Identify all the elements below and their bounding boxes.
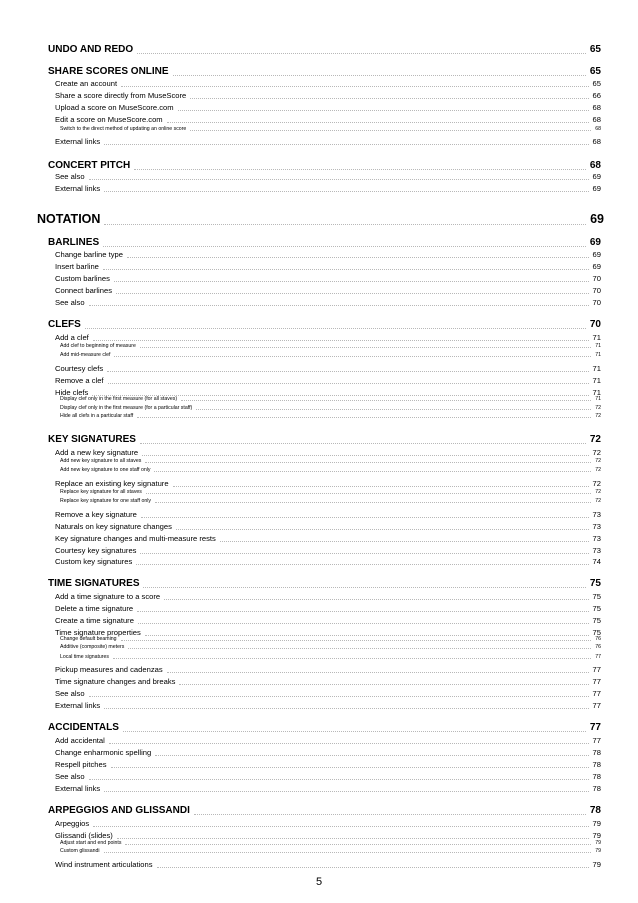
toc-title: Change barline type	[55, 250, 123, 259]
toc-page-number: 69	[590, 212, 604, 226]
toc-title: UNDO AND REDO	[48, 44, 134, 55]
toc-title: Delete a time signature	[55, 604, 134, 613]
toc-title: Create a time signature	[55, 616, 134, 625]
toc-title: Change default beaming	[60, 636, 117, 642]
toc-title: ARPEGGIOS AND GLISSANDI	[48, 805, 190, 816]
toc-title: Local time signatures	[60, 654, 110, 660]
toc-entry[interactable]	[55, 773, 601, 781]
toc-title: Hide clefs	[55, 388, 89, 397]
dot-leader	[196, 409, 591, 410]
toc-entry[interactable]	[55, 480, 601, 488]
toc-title: Hide all clefs in a particular staff	[60, 413, 134, 419]
toc-page-number: 77	[592, 736, 601, 745]
toc-entry[interactable]	[55, 737, 601, 745]
toc-page-number: 71	[592, 333, 601, 342]
toc-entry[interactable]	[55, 449, 601, 457]
dot-leader	[93, 826, 588, 827]
toc-page-number: 78	[592, 760, 601, 769]
toc-title: Additive (composite) meters	[60, 644, 125, 650]
toc-entry[interactable]	[55, 523, 601, 531]
toc-entry[interactable]	[55, 749, 601, 757]
toc-page-number: 78	[589, 805, 601, 816]
toc-subentry[interactable]	[60, 655, 601, 660]
toc-title: Pickup measures and cadenzas	[55, 665, 163, 674]
toc-page-number: 65	[592, 79, 601, 88]
toc-title: Connect barlines	[55, 286, 112, 295]
dot-leader	[134, 169, 586, 170]
toc-title: Add a new key signature	[55, 448, 139, 457]
dot-leader	[121, 86, 588, 87]
toc-title: Remove a clef	[55, 376, 104, 385]
toc-page-number: 79	[595, 848, 601, 854]
dot-leader	[117, 838, 589, 839]
toc-title: Add a clef	[55, 333, 89, 342]
toc-page-number: 76	[595, 636, 601, 642]
toc-entry[interactable]	[55, 593, 601, 601]
dot-leader	[104, 852, 592, 853]
toc-title: Replace key signature for all staves	[60, 489, 142, 495]
toc-entry[interactable]	[55, 629, 601, 637]
toc-title: Custom glissandi	[60, 848, 100, 854]
toc-entry[interactable]	[55, 861, 601, 869]
toc-page-number: 77	[589, 722, 601, 733]
toc-title: Wind instrument articulations	[55, 860, 153, 869]
dot-leader	[176, 529, 589, 530]
toc-page-number: 72	[595, 405, 601, 411]
toc-page-number: 72	[592, 448, 601, 457]
toc-title: Add new key signature to one staff only	[60, 467, 151, 473]
dot-leader	[155, 755, 588, 756]
dot-leader	[108, 383, 589, 384]
toc-title: KEY SIGNATURES	[48, 434, 136, 445]
toc-entry[interactable]	[55, 547, 601, 555]
toc-title: Custom barlines	[55, 274, 110, 283]
toc-title: Arpeggios	[55, 819, 90, 828]
toc-section[interactable]	[48, 238, 601, 248]
toc-entry[interactable]	[55, 377, 601, 385]
toc-title: Key signature changes and multi-measure rests	[55, 534, 216, 543]
toc-subentry[interactable]	[60, 499, 601, 504]
toc-page-number: 74	[592, 557, 601, 566]
toc-page-number: 71	[592, 388, 601, 397]
toc-title: Courtesy key signatures	[55, 546, 137, 555]
toc-section[interactable]	[48, 806, 601, 816]
dot-leader	[114, 281, 589, 282]
dot-leader	[104, 224, 586, 225]
toc-title: See also	[55, 298, 85, 307]
toc-entry[interactable]	[55, 820, 601, 828]
toc-entry[interactable]	[55, 138, 601, 146]
toc-entry[interactable]	[55, 558, 601, 566]
dot-leader	[103, 269, 589, 270]
toc-page-number: 68	[595, 126, 601, 132]
toc-page-number: 77	[592, 689, 601, 698]
dot-leader	[137, 611, 588, 612]
toc-title: External links	[55, 184, 101, 193]
toc-title: NOTATION	[37, 212, 101, 226]
toc-title: See also	[55, 772, 85, 781]
dot-leader	[104, 191, 588, 192]
dot-leader	[137, 53, 586, 54]
toc-page-number: 68	[592, 103, 601, 112]
dot-leader	[127, 257, 589, 258]
toc-subentry[interactable]	[60, 468, 601, 473]
dot-leader	[125, 844, 591, 845]
toc-subentry[interactable]	[60, 849, 601, 854]
dot-leader	[190, 130, 591, 131]
toc-entry[interactable]	[55, 299, 601, 307]
dot-leader	[146, 493, 591, 494]
dot-leader	[104, 144, 588, 145]
toc-page-number: 71	[592, 376, 601, 385]
dot-leader	[179, 684, 588, 685]
toc-title: Add accidental	[55, 736, 105, 745]
dot-leader	[89, 779, 589, 780]
dot-leader	[145, 462, 591, 463]
toc-page-number: 75	[592, 592, 601, 601]
page-number: 5	[315, 876, 323, 888]
toc-section[interactable]	[48, 723, 601, 733]
dot-leader	[173, 75, 586, 76]
dot-leader	[167, 672, 589, 673]
toc-section[interactable]	[48, 161, 601, 171]
toc-page-number: 68	[592, 137, 601, 146]
toc-subentry[interactable]	[60, 406, 601, 411]
dot-leader	[107, 371, 588, 372]
toc-subentry[interactable]	[60, 353, 601, 358]
toc-entry[interactable]	[55, 832, 601, 840]
toc-page-number: 65	[589, 66, 601, 77]
toc-title: External links	[55, 137, 101, 146]
toc-title: CONCERT PITCH	[48, 160, 131, 171]
toc-section[interactable]	[48, 45, 601, 55]
toc-subentry[interactable]	[60, 637, 601, 642]
dot-leader	[140, 443, 586, 444]
toc-section[interactable]	[48, 320, 601, 330]
toc-page-number: 70	[592, 286, 601, 295]
toc-title: Display clef only in the first measure (for a particular staff)	[60, 405, 193, 411]
toc-title: Remove a key signature	[55, 510, 137, 519]
toc-page-number: 70	[592, 298, 601, 307]
toc-title: Upload a score on MuseScore.com	[55, 103, 174, 112]
dot-leader	[164, 599, 588, 600]
toc-title: See also	[55, 172, 85, 181]
dot-leader	[178, 110, 589, 111]
toc-page-number: 75	[592, 628, 601, 637]
toc-title: Insert barline	[55, 262, 99, 271]
toc-page-number: 72	[595, 458, 601, 464]
toc-page-number: 69	[592, 172, 601, 181]
toc-page-number: 72	[595, 489, 601, 495]
toc-title: Change enharmonic spelling	[55, 748, 152, 757]
toc-page-number: 73	[592, 546, 601, 555]
toc-title: Replace an existing key signature	[55, 479, 169, 488]
toc-page-number: 73	[592, 522, 601, 531]
toc-entry[interactable]	[55, 785, 601, 793]
toc-page-number: 71	[592, 364, 601, 373]
dot-leader	[128, 648, 591, 649]
toc-entry[interactable]	[55, 334, 601, 342]
dot-leader	[181, 400, 591, 401]
dot-leader	[220, 541, 589, 542]
toc-page-number: 78	[592, 772, 601, 781]
toc-entry[interactable]	[55, 761, 601, 769]
toc-title: Time signature changes and breaks	[55, 677, 176, 686]
dot-leader	[89, 179, 589, 180]
toc-title: SHARE SCORES ONLINE	[48, 66, 169, 77]
dot-leader	[155, 502, 591, 503]
toc-section[interactable]	[48, 67, 601, 77]
toc-page-number: 71	[595, 396, 601, 402]
toc-title: External links	[55, 701, 101, 710]
toc-page-number: 71	[595, 352, 601, 358]
dot-leader	[190, 98, 588, 99]
dot-leader	[123, 731, 586, 732]
toc-entry[interactable]	[55, 275, 601, 283]
toc-page-number: 72	[595, 413, 601, 419]
toc-subentry[interactable]	[60, 344, 601, 349]
toc-page-number: 73	[592, 510, 601, 519]
toc-page-number: 72	[592, 479, 601, 488]
toc-title: Add new key signature to all staves	[60, 458, 142, 464]
toc-page-number: 70	[589, 319, 601, 330]
toc-page-number: 77	[592, 677, 601, 686]
toc-page-number: 75	[592, 604, 601, 613]
toc-title: ACCIDENTALS	[48, 722, 119, 733]
toc-page-number: 71	[595, 343, 601, 349]
toc-page-number: 72	[595, 467, 601, 473]
toc-entry[interactable]	[55, 104, 601, 112]
dot-leader	[89, 305, 589, 306]
toc-title: Time signature properties	[55, 628, 141, 637]
toc-entry[interactable]	[55, 690, 601, 698]
dot-leader	[157, 867, 589, 868]
toc-page-number: 77	[592, 701, 601, 710]
toc-page-number: 78	[592, 748, 601, 757]
toc-title: Display clef only in the first measure (for all staves)	[60, 396, 178, 402]
toc-page-number: 75	[589, 578, 601, 589]
dot-leader	[85, 328, 586, 329]
toc-title: Create an account	[55, 79, 118, 88]
toc-title: See also	[55, 689, 85, 698]
toc-page-number: 72	[595, 498, 601, 504]
dot-leader	[154, 471, 591, 472]
toc-page-number: 68	[589, 160, 601, 171]
toc-entry[interactable]	[55, 263, 601, 271]
dot-leader	[113, 658, 591, 659]
toc-entry[interactable]	[55, 173, 601, 181]
toc-page-number: 65	[589, 44, 601, 55]
toc-title: Add clef to beginning of measure	[60, 343, 136, 349]
dot-leader	[194, 814, 586, 815]
dot-leader	[121, 640, 592, 641]
toc-section[interactable]	[48, 435, 601, 445]
toc-title: Add a time signature to a score	[55, 592, 161, 601]
toc-title: Glissandi (slides)	[55, 831, 113, 840]
toc-chapter[interactable]	[37, 213, 604, 226]
dot-leader	[173, 486, 589, 487]
toc-entry[interactable]	[55, 605, 601, 613]
toc-page-number: 79	[595, 840, 601, 846]
toc-subentry[interactable]	[60, 490, 601, 495]
toc-entry[interactable]	[55, 251, 601, 259]
toc-entry[interactable]	[55, 678, 601, 686]
dot-leader	[93, 340, 589, 341]
dot-leader	[143, 587, 585, 588]
toc-title: BARLINES	[48, 237, 100, 248]
dot-leader	[145, 635, 589, 636]
toc-page-number: 76	[595, 644, 601, 650]
toc-entry[interactable]	[55, 365, 601, 373]
toc-title: Switch to the direct method of updating an online score	[60, 126, 187, 132]
dot-leader	[137, 417, 591, 418]
toc-subentry[interactable]	[60, 127, 601, 132]
toc-title: Courtesy clefs	[55, 364, 104, 373]
toc-title: Custom key signatures	[55, 557, 133, 566]
dot-leader	[89, 696, 589, 697]
toc-subentry[interactable]	[60, 414, 601, 419]
dot-leader	[141, 517, 589, 518]
toc-title: Respell pitches	[55, 760, 107, 769]
dot-leader	[136, 564, 588, 565]
dot-leader	[138, 623, 589, 624]
dot-leader	[167, 122, 589, 123]
toc-entry[interactable]	[55, 666, 601, 674]
dot-leader	[104, 708, 588, 709]
toc-page-number: 69	[592, 184, 601, 193]
toc-page-number: 79	[592, 831, 601, 840]
toc-subentry[interactable]	[60, 397, 601, 402]
toc-section[interactable]	[48, 579, 601, 589]
dot-leader	[140, 553, 588, 554]
toc-page-number: 75	[592, 616, 601, 625]
toc-page-number: 69	[589, 237, 601, 248]
toc-entry[interactable]	[55, 702, 601, 710]
toc-page-number: 69	[592, 262, 601, 271]
dot-leader	[142, 455, 588, 456]
dot-leader	[103, 246, 586, 247]
dot-leader	[116, 293, 589, 294]
toc-title: Edit a score on MuseScore.com	[55, 115, 163, 124]
toc-title: Naturals on key signature changes	[55, 522, 172, 531]
toc-entry[interactable]	[55, 92, 601, 100]
toc-title: Share a score directly from MuseScore	[55, 91, 187, 100]
toc-page-number: 77	[592, 665, 601, 674]
toc-title: CLEFS	[48, 319, 81, 330]
toc-entry[interactable]	[55, 535, 601, 543]
toc-entry[interactable]	[55, 185, 601, 193]
toc-title: External links	[55, 784, 101, 793]
toc-page-number: 79	[592, 860, 601, 869]
toc-subentry[interactable]	[60, 841, 601, 846]
toc-page-number: 78	[592, 784, 601, 793]
toc-subentry[interactable]	[60, 645, 601, 650]
dot-leader	[104, 791, 588, 792]
toc-title: TIME SIGNATURES	[48, 578, 140, 589]
toc-page-number: 68	[592, 115, 601, 124]
toc-page-number: 73	[592, 534, 601, 543]
toc-entry[interactable]	[55, 116, 601, 124]
toc-page-number: 77	[595, 654, 601, 660]
toc-entry[interactable]	[55, 287, 601, 295]
toc-title: Add mid-measure clef	[60, 352, 111, 358]
toc-page-number: 66	[592, 91, 601, 100]
toc-entry[interactable]	[55, 511, 601, 519]
toc-page-number: 79	[592, 819, 601, 828]
toc-title: Replace key signature for one staff only	[60, 498, 152, 504]
dot-leader	[109, 743, 589, 744]
toc-page-number: 70	[592, 274, 601, 283]
dot-leader	[111, 767, 589, 768]
toc-page-number: 72	[589, 434, 601, 445]
toc-title: Adjust start and end points	[60, 840, 122, 846]
dot-leader	[114, 356, 591, 357]
toc-subentry[interactable]	[60, 459, 601, 464]
toc-entry[interactable]	[55, 617, 601, 625]
dot-leader	[140, 347, 591, 348]
toc-entry[interactable]	[55, 80, 601, 88]
toc-page-number: 69	[592, 250, 601, 259]
